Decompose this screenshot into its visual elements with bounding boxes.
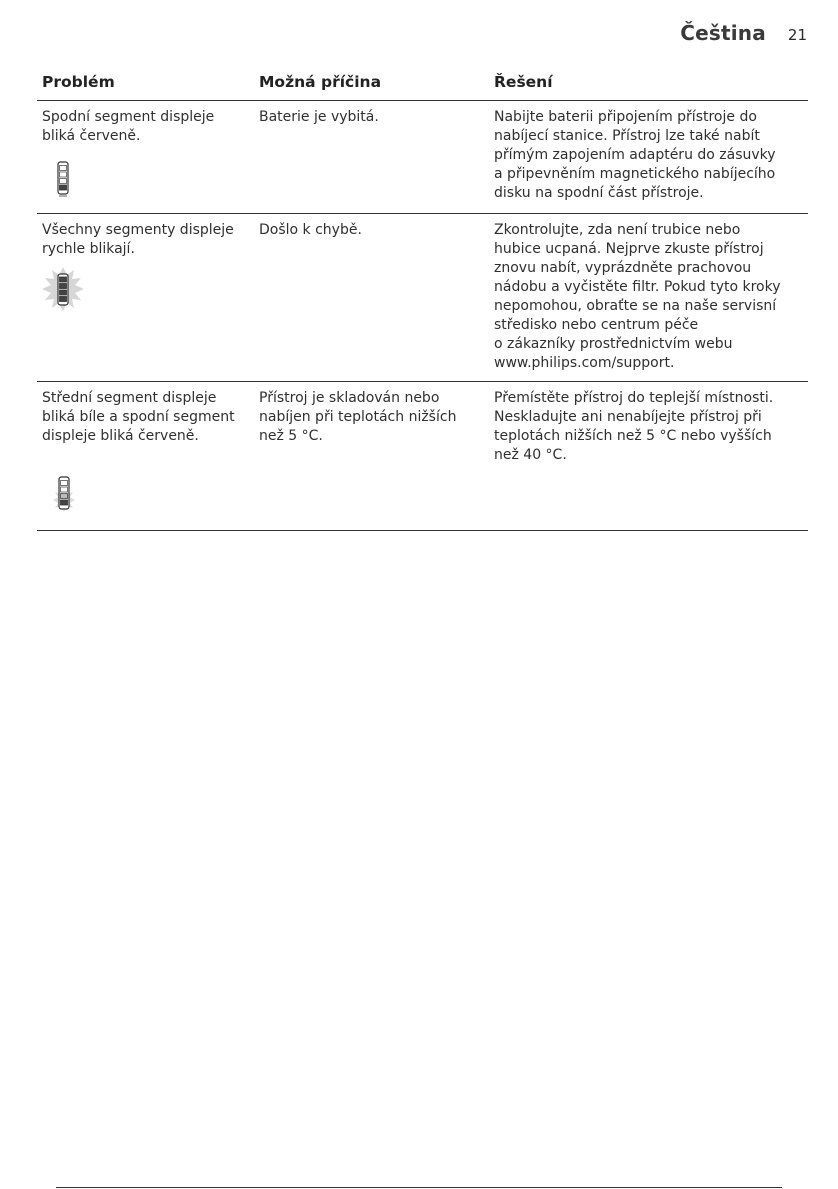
table-row: [37, 101, 808, 214]
section-language-title: Čeština: [680, 21, 766, 45]
column-header-solution: Řešení: [494, 73, 553, 91]
column-header-cause: Možná příčina: [259, 73, 382, 91]
column-header-problem: Problém: [42, 73, 115, 91]
problem-text: Všechny segmenty displeje rychle blikají.: [42, 222, 234, 257]
troubleshooting-table: [37, 70, 808, 531]
problem-text: Spodní segment displeje bliká červeně.: [42, 109, 215, 144]
solution-text: Přemístěte přístroj do teplejší místnosti. Neskladujte ani nenabíjejte přístroj při teplotách nižších než 5 °C nebo vyšších než 40 °C.: [494, 390, 774, 463]
page-number: 21: [787, 26, 807, 44]
page-header: [680, 21, 807, 45]
battery-bottom-segment-red-icon: [55, 161, 71, 197]
cause-text: Došlo k chybě.: [259, 222, 362, 238]
table-row: [37, 214, 808, 382]
table-row: [37, 382, 808, 531]
problem-text: Střední segment displeje bliká bíle a spodní segment displeje bliká červeně.: [42, 390, 235, 444]
footer-rule: [56, 1187, 782, 1188]
battery-all-segments-flashing-icon: [41, 266, 85, 312]
cause-text: Baterie je vybitá.: [259, 109, 379, 125]
table-header-row: [37, 70, 808, 101]
battery-middle-white-bottom-red-icon: [51, 476, 77, 516]
solution-text: Nabijte baterii připojením přístroje do nabíjecí stanice. Přístroj lze také nabít přímým zapojením adaptéru do zásuvky a připevněním magnetického nabíjecího disku na spodní část přístroje.: [494, 109, 776, 201]
solution-text: Zkontrolujte, zda není trubice nebo hubice ucpaná. Nejprve zkuste přístroj znovu nabít, vyprázdněte prachovou nádobu a vyčistěte filtr. Pokud tyto kroky nepomohou, obraťte se na naše servisní středisko nebo centrum péče o zákazníky prostřednictvím webu www.philips.com/support.: [494, 222, 781, 371]
cause-text: Přístroj je skladován nebo nabíjen při teplotách nižších než 5 °C.: [259, 390, 457, 444]
